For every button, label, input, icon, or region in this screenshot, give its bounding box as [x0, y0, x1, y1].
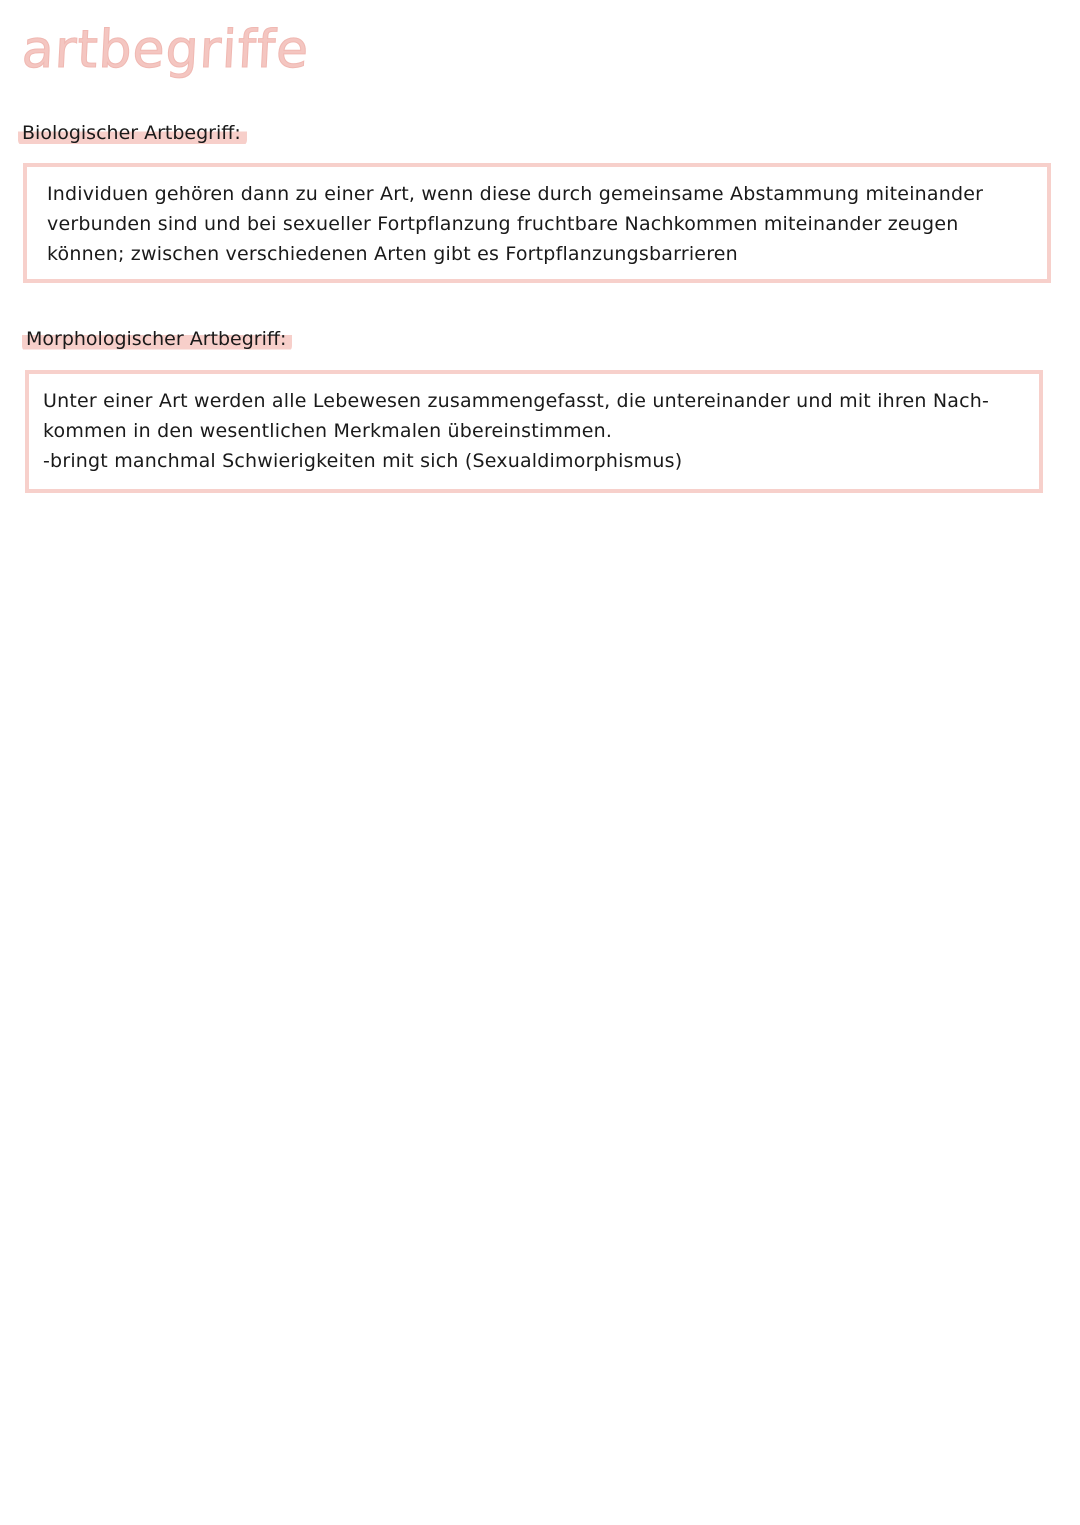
definition-box-biological — [23, 163, 1051, 283]
definition-line: verbunden sind und bei sexueller Fortpflanzung fruchtbare Nachkommen miteinander zeugen — [47, 213, 959, 235]
heading-morphological: Morphologischer Artbegriff: — [22, 326, 292, 352]
definition-line: -bringt manchmal Schwierigkeiten mit sich (Sexualdimorphismus) — [43, 450, 683, 472]
definition-box-morphological — [25, 370, 1043, 493]
definition-line: Individuen gehören dann zu einer Art, wenn diese durch gemeinsame Abstammung miteinander — [47, 183, 984, 205]
page-title: artbegriffe — [20, 20, 311, 80]
definition-line: können; zwischen verschiedenen Arten gibt es Fortpflanzungsbarrieren — [47, 243, 738, 265]
heading-biological: Biologischer Artbegriff: — [18, 120, 247, 146]
definition-line: kommen in den wesentlichen Merkmalen übereinstimmen. — [43, 420, 613, 442]
definition-line: Unter einer Art werden alle Lebewesen zusammengefasst, die untereinander und mit ihren Nach- — [43, 390, 990, 412]
